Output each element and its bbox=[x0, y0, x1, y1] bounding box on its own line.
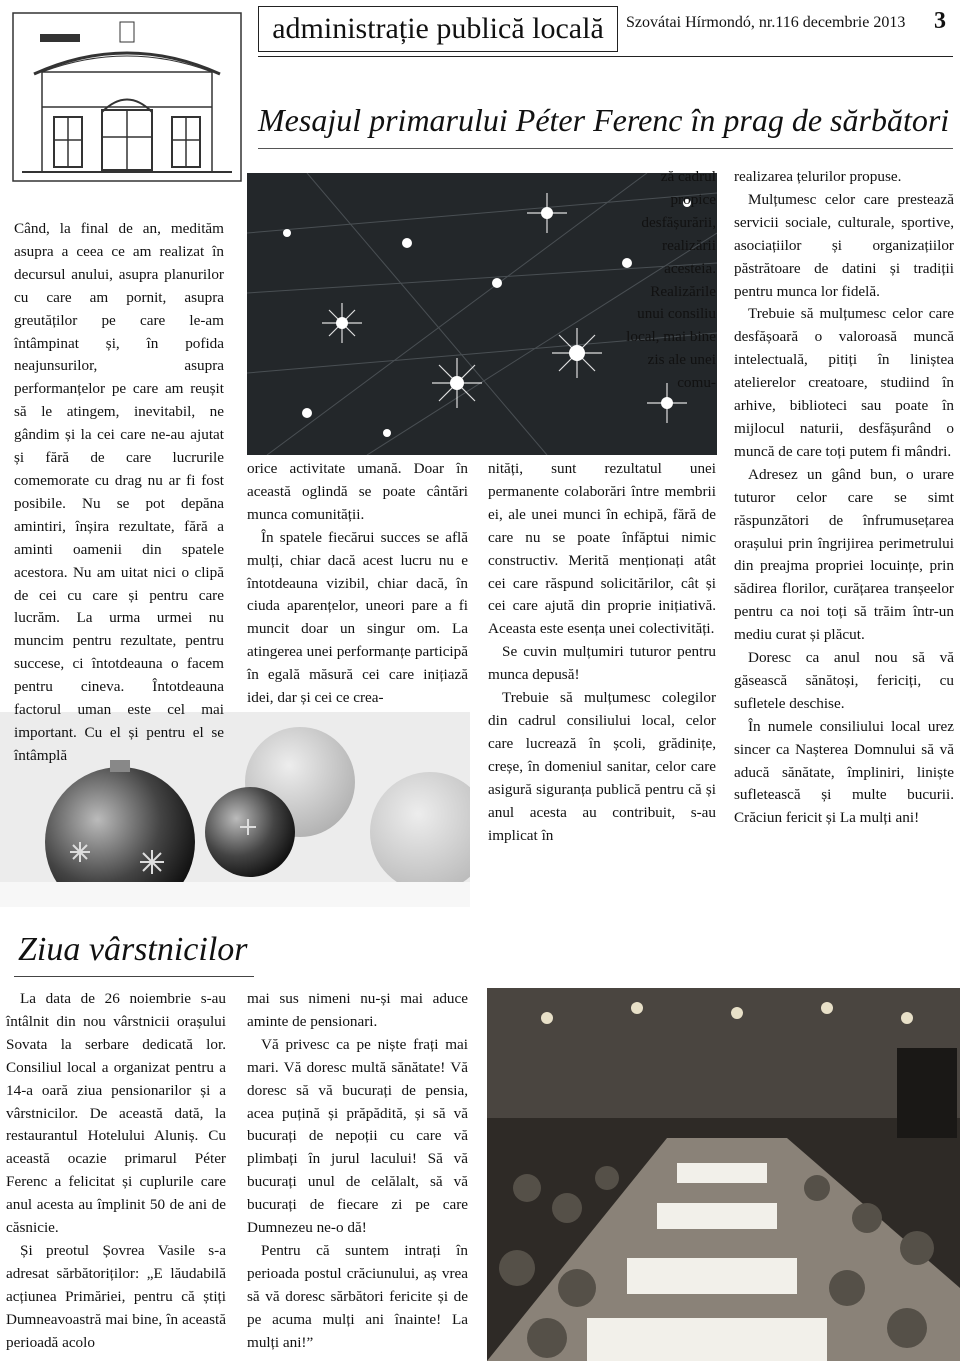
article-column-4 bbox=[734, 166, 954, 830]
paragraph: nități, sunt rezultatul unei permanente colaborări între membrii ei, ale unei munci în echipă, fără de care nu se poate înfăptui nimic constructiv. Merită menționați atât cei care răspund solicitărilor, cât și cei care ajută din proprie inițiativă. Aceasta este esența unei colectivități. bbox=[488, 460, 716, 638]
paragraph: Trebuie să mulțumesc colegilor din cadrul consiliului local, celor care lucrează în școli, grădinițe, creșe, în domeniul sanitar, celor care asigură siguranța publică pentru că și anul acesta au contribuit, s-au implicat în bbox=[488, 689, 716, 844]
paragraph: Trebuie să mulțumesc celor care desfășoară o valoroasă muncă intelectuală, pitiți în liniștea atelierelor creatoare, studiind în arhive, biblioteci sau poate în mijlocul naturii, desfășurând o muncă de care toți putem fi mândri. bbox=[734, 305, 954, 460]
paragraph: ză cadrul propice desfășurării, realizării acesteia. Realizările unui consiliu local, mai bine zis ale unei comu- bbox=[626, 168, 716, 392]
paragraph: În numele consiliului local urez sincer ca Nașterea Domnului să vă aducă sănătate, împliniri, liniște sufletească și multe bucurii. Crăciun fericit și La mulți ani! bbox=[734, 717, 954, 827]
ziua-column-1 bbox=[6, 988, 226, 1355]
paragraph: Pentru că suntem intrați în perioada postul crăciunului, aș vrea să vă doresc sărbători fericite și de pe acuma mulți ani înainte! La mulți ani!” bbox=[247, 1241, 468, 1351]
header-divider bbox=[258, 56, 953, 57]
paragraph: Doresc ca anul nou să vă găsească sănătoși, fericiți, cu sufletele deschise. bbox=[734, 649, 954, 712]
paragraph: Se cuvin mulțumiri tuturor pentru munca depusă! bbox=[488, 643, 716, 684]
paragraph: orice activitate umană. Doar în această oglindă se poate cântări munca comunității. bbox=[247, 460, 468, 523]
paragraph: Și preotul Șovrea Vasile s-a adresat sărbătoriților: „E lăudabilă acțiunea Primăriei, pentru că știți Dumneavoastră mai bine, în această perioadă acolo bbox=[6, 1241, 226, 1351]
paragraph: Adresez un gând bun, o urare tuturor celor care se simt răspunzători de înfrumusețarea orașului prin îngrijirea perimetrului din preajma propriei locuințe, prin sădirea florilor, curățarea tranșeelor pentru ca noi toți să trăim într-un mediu curat și plăcut. bbox=[734, 465, 954, 644]
paragraph: Când, la final de an, medităm asupra a ceea ce am realizat în decursul anului, asupra planurilor cu care am pornit, asupra greutăților pe care le-am întâmpinat și, în pofida neajunsurilor, asupra performanțelor pe care am reușit să le atingem, inevitabil, ne gândim și la cei care ne-au ajutat și fără de care lucrurile comemorate cu drag nu ar fi fost posibile. Nu se pot depăna amintiri, înșira rezultate, fără a aminti oamenii din spatele acestora. Nu am uitat nici o clipă de cei cu care și pentru care lucrăm. La urma urmei nu muncim pentru rezultate, pentru succese, ci întotdeauna o facem pentru cineva. Întotdeauna factorul uman este cel mai important. Cu el și pentru el se întâmplă bbox=[14, 220, 224, 764]
article-column-3-wrap bbox=[620, 166, 716, 395]
paragraph: Vă privesc ca pe niște frați mai mari. Vă doresc multă sănătate! Vă doresc să vă bucurați de pensia, acea puțină și prăpădită, și să vă bucurați de nepoții cu care vă plimbați în jurul lacului! Să vă bucurați unul de celălalt, să vă bucurați de fiecare zi pe care Dumnezeu ne-o dă! bbox=[247, 1035, 468, 1237]
paragraph: În spatele fiecărui succes se află mulți, chiar dacă acest lucru nu e întotdeauna vizibil, chiar dacă, în ciuda aparențelor, uneori pare a fi muncit doar un singur om. La atingerea unei performanțe participă în egală măsură cei care inițiază idei, dar și cei ce crea- bbox=[247, 528, 468, 707]
section-title: administrație publică locală bbox=[258, 6, 618, 52]
title-divider bbox=[258, 148, 953, 149]
seniors-celebration-photo bbox=[487, 988, 960, 1361]
ziua-column-2 bbox=[247, 988, 468, 1355]
city-hall-logo bbox=[12, 12, 242, 182]
section-heading: Ziua vârstnicilor bbox=[18, 931, 248, 968]
article-column-1 bbox=[14, 218, 224, 768]
paragraph: Mulțumesc celor care prestează servicii sociale, culturale, sportive, asociațiilor și organizațiilor păstrătoare de datini și tradiții pentru munca lor fidelă. bbox=[734, 190, 954, 300]
article-column-2 bbox=[247, 458, 468, 710]
article-title: Mesajul primarului Péter Ferenc în prag de sărbători bbox=[258, 102, 950, 138]
article-column-3 bbox=[488, 458, 716, 847]
paragraph: realizarea țelurilor propuse. bbox=[734, 168, 902, 185]
publication-info: Szovátai Hírmondó, nr.116 decembrie 2013 bbox=[626, 14, 906, 31]
paragraph: mai sus nimeni nu-și mai aduce aminte de pensionari. bbox=[247, 990, 468, 1030]
heading-divider bbox=[14, 976, 254, 977]
paragraph: La data de 26 noiembrie s-au întâlnit din nou vârstnicii orașului Sovata la serbare dedicată lor. Consiliul local a organizat pentru a 14-a oară ziua pensionarilor și a vârstnicilor. De această dată, la restaurantul Hotelului Aluniș. Cu această ocazie primarul Péter Ferenc a felicitat și cuplurile care anul acesta au împlinit 50 de ani de căsnicie. bbox=[6, 990, 226, 1237]
page-number: 3 bbox=[934, 8, 946, 34]
